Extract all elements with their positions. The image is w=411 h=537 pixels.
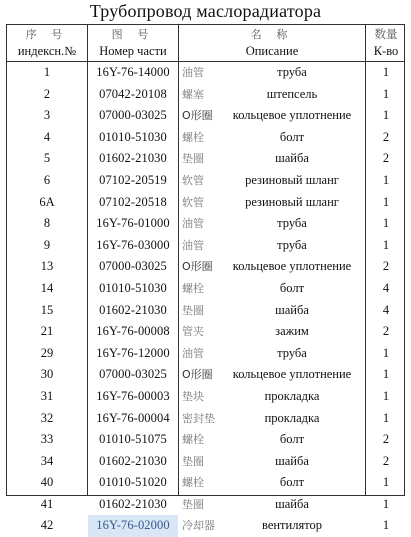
header-description-cn: 名 称 — [250, 29, 294, 41]
row-quantity: 1 — [382, 194, 390, 209]
row-description: резиновый шланг — [245, 172, 339, 187]
row-quantity: 1 — [382, 65, 390, 79]
header-quantity — [366, 25, 406, 61]
table-row — [7, 213, 404, 235]
row-index: 15 — [40, 302, 54, 317]
row-description: вентилятор — [261, 518, 322, 533]
row-description: зажим — [275, 324, 309, 339]
row-chinese-name: 冷却器 — [182, 519, 215, 533]
table-row — [7, 170, 404, 192]
row-description: прокладка — [264, 388, 320, 403]
row-quantity: 1 — [382, 388, 390, 403]
row-part-number: 07000-03025 — [99, 108, 167, 123]
row-chinese-name: 软管 — [182, 173, 204, 187]
row-index: 34 — [40, 453, 54, 468]
row-chinese-name: O形圈 — [182, 260, 213, 274]
row-chinese-name: 螺栓 — [182, 281, 204, 295]
table-row — [7, 84, 404, 106]
row-part-number: 16Y-76-14000 — [96, 65, 170, 79]
row-description: кольцевое уплотнение — [232, 259, 352, 274]
row-description: шайба — [275, 496, 309, 511]
row-chinese-name: 螺栓 — [182, 433, 204, 447]
header-index — [7, 25, 87, 61]
row-description: труба — [277, 345, 307, 360]
row-part-number: 07102-20519 — [99, 172, 167, 187]
header-part-ru: Номер части — [99, 44, 167, 58]
table-row — [7, 451, 404, 473]
row-index: 1 — [43, 65, 51, 79]
row-part-number: 16Y-76-00008 — [96, 324, 170, 339]
row-index: 30 — [40, 367, 54, 382]
row-chinese-name: 油管 — [182, 238, 204, 252]
row-chinese-name: 油管 — [182, 217, 204, 231]
row-part-number: 01010-51030 — [99, 280, 167, 295]
table-body — [7, 62, 404, 537]
row-description: резиновый шланг — [245, 194, 339, 209]
header-index-ru: индексн.№ — [17, 44, 77, 58]
row-chinese-name: 螺栓 — [182, 476, 204, 490]
row-chinese-name: 油管 — [182, 66, 204, 79]
row-part-number: 07102-20518 — [99, 194, 167, 209]
row-description: болт — [279, 129, 305, 144]
row-chinese-name: 垫块 — [182, 389, 204, 403]
row-index: 40 — [40, 475, 54, 490]
table-row — [7, 472, 404, 494]
table-row — [7, 494, 404, 516]
table-row — [7, 192, 404, 214]
header-quantity-cn: 数量 — [374, 29, 398, 41]
row-chinese-name: 螺塞 — [182, 87, 204, 101]
row-quantity: 1 — [382, 237, 390, 252]
table-header — [7, 25, 404, 61]
row-part-number: 01010-51020 — [99, 475, 167, 490]
row-quantity: 1 — [382, 345, 390, 360]
row-part-number: 16Y-76-01000 — [96, 216, 170, 231]
row-index: 29 — [40, 345, 54, 360]
row-index: 41 — [40, 496, 54, 511]
row-part-number: 16Y-76-12000 — [96, 345, 170, 360]
row-index: 8 — [43, 216, 51, 231]
row-description: штепсель — [266, 86, 318, 101]
row-index: 4 — [43, 129, 51, 144]
row-part-number: 16Y-76-00004 — [96, 410, 170, 425]
row-index: 32 — [40, 410, 54, 425]
row-part-number: 07000-03025 — [99, 259, 167, 274]
table-row — [7, 300, 404, 322]
row-chinese-name: O形圈 — [182, 368, 213, 382]
row-index: 2 — [43, 86, 51, 101]
table-row — [7, 364, 404, 386]
row-description: шайба — [275, 151, 309, 166]
row-quantity: 1 — [382, 216, 390, 231]
row-index: 9 — [43, 237, 51, 252]
row-index: 31 — [40, 388, 54, 403]
header-quantity-ru: К-во — [373, 44, 399, 58]
row-description: труба — [277, 216, 307, 231]
header-part-cn: 图 号 — [111, 29, 155, 41]
row-part-number: 01010-51030 — [99, 129, 167, 144]
row-quantity: 1 — [382, 172, 390, 187]
table-row — [7, 429, 404, 451]
row-description: прокладка — [264, 410, 320, 425]
row-part-number: 01010-51075 — [99, 432, 167, 447]
row-description: болт — [279, 475, 305, 490]
row-index: 33 — [40, 432, 54, 447]
row-quantity: 2 — [382, 432, 390, 447]
row-index: 21 — [40, 324, 54, 339]
table-row — [7, 62, 404, 84]
row-quantity: 2 — [382, 259, 390, 274]
row-quantity: 1 — [382, 367, 390, 382]
row-chinese-name: 垫圈 — [182, 497, 204, 511]
row-quantity: 4 — [382, 280, 390, 295]
row-description: шайба — [275, 302, 309, 317]
row-chinese-name: 油管 — [182, 346, 204, 360]
row-chinese-name: 垫圈 — [182, 454, 204, 468]
row-quantity: 1 — [382, 475, 390, 490]
row-chinese-name: 管夹 — [182, 325, 204, 339]
row-chinese-name: 垫圈 — [182, 303, 204, 317]
row-quantity: 1 — [382, 496, 390, 511]
row-description: шайба — [275, 453, 309, 468]
row-part-number: 16Y-76-02000 — [88, 515, 178, 537]
row-description: болт — [279, 280, 305, 295]
row-chinese-name: 软管 — [182, 195, 204, 209]
row-quantity: 4 — [382, 302, 390, 317]
row-quantity: 2 — [382, 129, 390, 144]
row-part-number: 07000-03025 — [99, 367, 167, 382]
row-index: 6 — [43, 172, 51, 187]
row-part-number: 07042-20108 — [99, 86, 167, 101]
row-part-number: 16Y-76-00003 — [96, 388, 170, 403]
row-chinese-name: 密封垫 — [182, 411, 215, 425]
table-row — [7, 148, 404, 170]
row-index: 6A — [39, 194, 55, 209]
row-description: труба — [277, 237, 307, 252]
header-description-ru: Описание — [245, 44, 299, 58]
table-row — [7, 408, 404, 430]
row-part-number: 01602-21030 — [99, 496, 167, 511]
row-part-number: 01602-21030 — [99, 302, 167, 317]
row-description: болт — [279, 432, 305, 447]
row-quantity: 1 — [382, 410, 390, 425]
table-row — [7, 235, 404, 257]
header-description — [179, 25, 365, 61]
row-quantity: 1 — [382, 108, 390, 123]
table-row — [7, 127, 404, 149]
row-quantity: 2 — [382, 151, 390, 166]
row-index: 13 — [40, 259, 54, 274]
table-row — [7, 386, 404, 408]
row-quantity: 1 — [382, 518, 390, 533]
table-row — [7, 343, 404, 365]
table-row — [7, 105, 404, 127]
row-index: 5 — [43, 151, 51, 166]
table-row — [7, 515, 404, 537]
row-quantity: 2 — [382, 324, 390, 339]
row-chinese-name: 螺栓 — [182, 130, 204, 144]
row-chinese-name: 垫圈 — [182, 152, 204, 166]
row-description: труба — [277, 65, 307, 79]
row-part-number: 16Y-76-03000 — [96, 237, 170, 252]
row-part-number: 01602-21030 — [99, 453, 167, 468]
row-quantity: 1 — [382, 86, 390, 101]
header-part — [88, 25, 178, 61]
table-row — [7, 278, 404, 300]
row-description: кольцевое уплотнение — [232, 367, 352, 382]
row-index: 14 — [40, 280, 54, 295]
row-description: кольцевое уплотнение — [232, 108, 352, 123]
row-part-number: 01602-21030 — [99, 151, 167, 166]
table-row — [7, 256, 404, 278]
row-index: 3 — [43, 108, 51, 123]
row-quantity: 2 — [382, 453, 390, 468]
parts-table — [6, 24, 405, 533]
page-title: Трубопровод маслорадиатора — [89, 1, 322, 21]
row-index: 42 — [40, 518, 54, 533]
table-row — [7, 321, 404, 343]
header-index-cn: 序 号 — [25, 29, 69, 41]
row-chinese-name: O形圈 — [182, 109, 213, 123]
